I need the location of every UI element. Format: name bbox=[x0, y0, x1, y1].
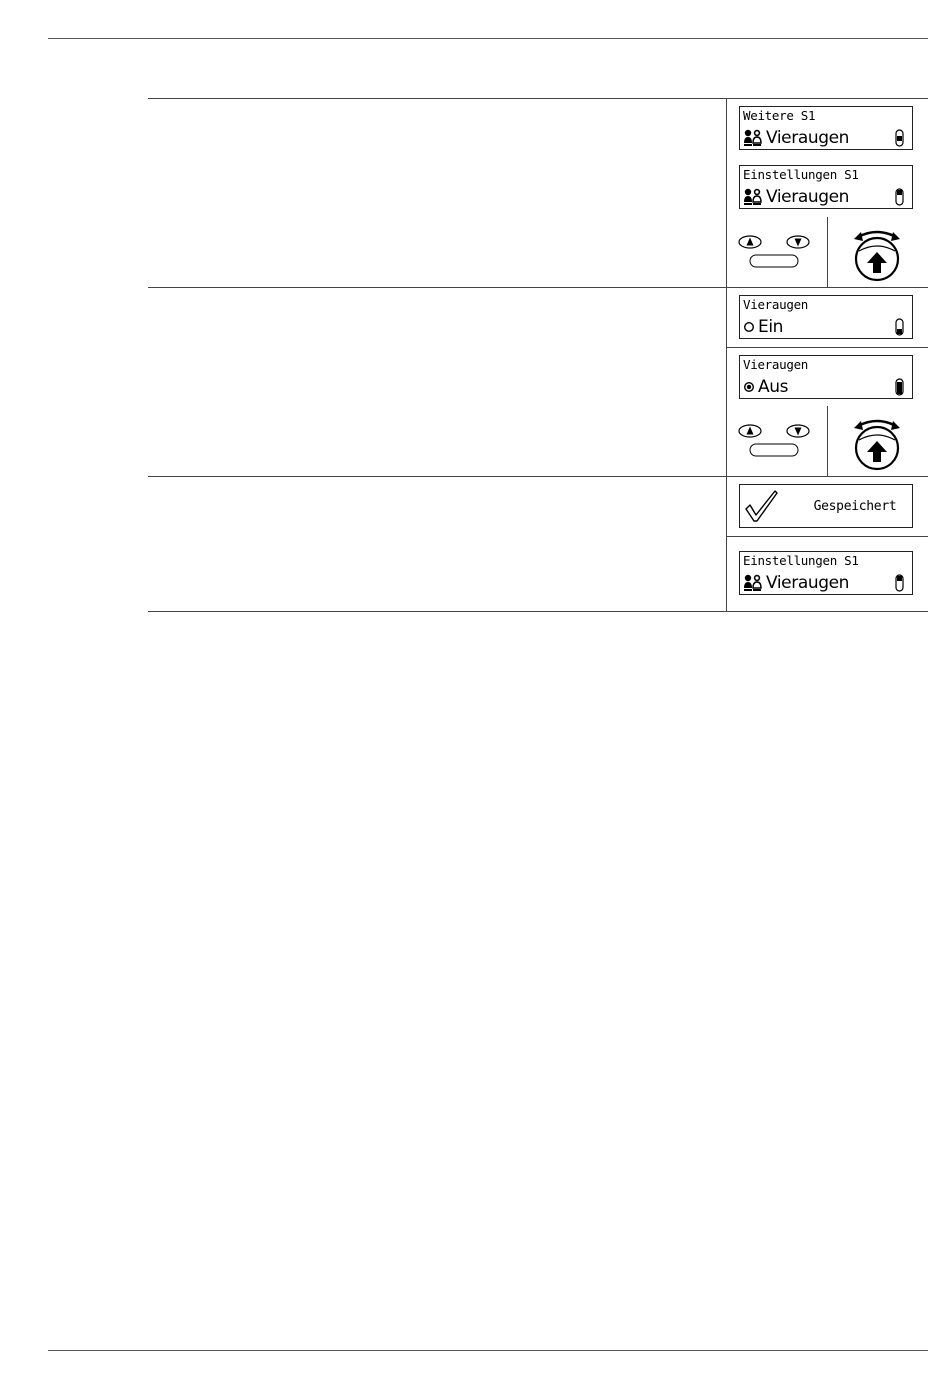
radio-empty-icon bbox=[743, 321, 755, 333]
scrollbar-top-icon bbox=[895, 188, 904, 206]
screen-cell-saved bbox=[726, 477, 928, 537]
lcd-screen bbox=[739, 295, 913, 339]
step-row-2 bbox=[148, 287, 928, 476]
knob-cell bbox=[828, 217, 928, 287]
scrollbar-top-icon bbox=[895, 574, 904, 592]
two-persons-icon bbox=[743, 574, 763, 592]
page-header-rule bbox=[48, 38, 928, 39]
lcd-title: Weitere S1 bbox=[743, 108, 816, 123]
keypad bbox=[726, 217, 828, 287]
keypad bbox=[726, 406, 828, 476]
controls-row bbox=[726, 406, 928, 476]
scrollbar-bottom-filled-icon bbox=[895, 378, 904, 396]
lcd-selection: Vieraugen bbox=[766, 573, 850, 593]
screen-cell-weitere bbox=[726, 99, 928, 157]
scrollbar-middle-icon bbox=[895, 129, 904, 147]
rotary-knob-push-icon bbox=[828, 406, 926, 476]
lcd-selection: Aus bbox=[758, 377, 789, 397]
knob-cell bbox=[828, 406, 928, 476]
lcd-title: Vieraugen bbox=[743, 297, 809, 312]
lcd-screen bbox=[739, 484, 913, 528]
step-description-3 bbox=[148, 477, 727, 611]
lcd-screen bbox=[739, 355, 913, 399]
lcd-selection: Vieraugen bbox=[766, 128, 850, 148]
rotary-knob-push-icon bbox=[828, 217, 926, 287]
saved-message: Gespeichert bbox=[813, 499, 897, 514]
lcd-selection: Vieraugen bbox=[766, 187, 850, 207]
lcd-title: Einstellungen S1 bbox=[743, 553, 859, 568]
lcd-screen bbox=[739, 106, 913, 150]
step-illustration-1 bbox=[726, 99, 928, 287]
arrow-keys-icon bbox=[726, 406, 822, 476]
controls-row bbox=[726, 217, 928, 287]
arrow-keys-icon bbox=[726, 217, 822, 287]
lcd-title: Einstellungen S1 bbox=[743, 167, 859, 182]
lcd-selection: Ein bbox=[758, 317, 784, 337]
page-footer-rule bbox=[48, 1350, 928, 1351]
procedure-table bbox=[148, 98, 928, 612]
screen-cell-aus bbox=[726, 348, 928, 407]
step-description-1 bbox=[148, 99, 727, 287]
screen-cell-ein bbox=[726, 288, 928, 348]
lcd-screen bbox=[739, 551, 913, 595]
scrollbar-bottom-icon bbox=[895, 318, 904, 336]
radio-filled-icon bbox=[743, 381, 755, 393]
two-persons-icon bbox=[743, 129, 763, 147]
step-description-2 bbox=[148, 288, 727, 476]
step-illustration-3 bbox=[726, 477, 928, 611]
lcd-screen bbox=[739, 165, 913, 209]
checkmark-icon bbox=[744, 489, 778, 523]
step-illustration-2 bbox=[726, 288, 928, 476]
step-row-3 bbox=[148, 476, 928, 612]
two-persons-icon bbox=[743, 188, 763, 206]
lcd-title: Vieraugen bbox=[743, 357, 809, 372]
screen-cell-einstellungen-final bbox=[726, 537, 928, 612]
screen-cell-einstellungen bbox=[726, 157, 928, 217]
step-row-1 bbox=[148, 98, 928, 287]
